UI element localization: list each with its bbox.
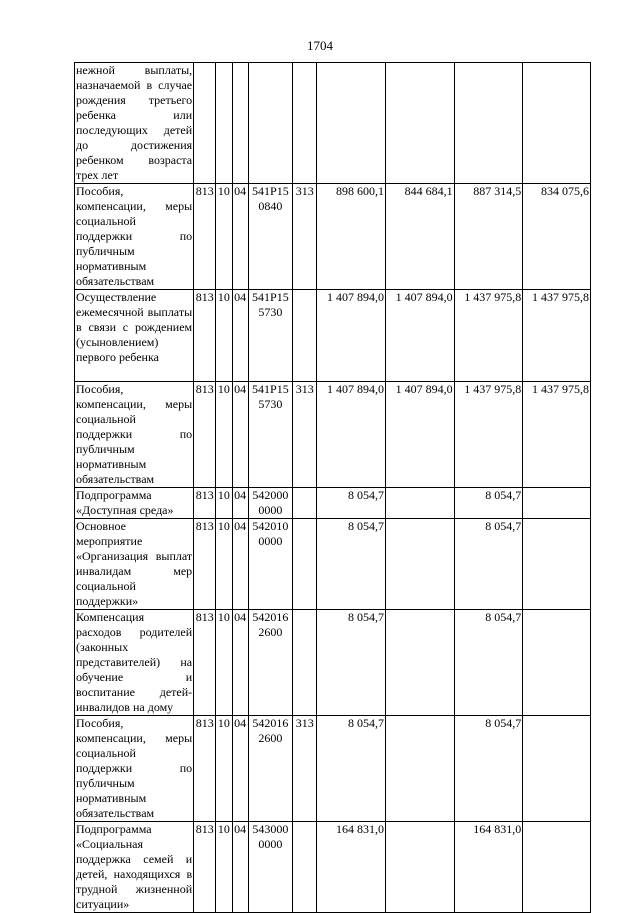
target-article-code: 541P15 5730 bbox=[248, 382, 292, 488]
amount-cell: 8 054,7 bbox=[454, 488, 523, 519]
amount-cell: 1 407 894,0 bbox=[385, 382, 454, 488]
section-code: 10 bbox=[216, 488, 232, 519]
expense-type-code bbox=[293, 63, 317, 184]
table-row bbox=[75, 822, 591, 913]
section-code: 10 bbox=[216, 382, 232, 488]
expense-type-code bbox=[293, 488, 317, 519]
table-row bbox=[75, 610, 591, 716]
ministry-code: 813 bbox=[194, 610, 216, 716]
expense-type-code bbox=[293, 610, 317, 716]
amount-cell bbox=[454, 63, 523, 184]
row-name: Пособия, компенсации, меры социальной поддержки по публичным нормативным обязательствам bbox=[76, 184, 193, 288]
amount-cell: 1 407 894,0 bbox=[317, 290, 386, 382]
budget-table bbox=[74, 62, 591, 913]
amount-cell bbox=[317, 63, 386, 184]
ministry-code: 813 bbox=[194, 519, 216, 610]
amount-cell bbox=[523, 822, 591, 913]
ministry-code: 813 bbox=[194, 716, 216, 822]
amount-cell: 887 314,5 bbox=[454, 184, 523, 290]
subsection-code: 04 bbox=[232, 716, 248, 822]
amount-cell: 1 437 975,8 bbox=[523, 290, 591, 382]
amount-cell: 834 075,6 bbox=[523, 184, 591, 290]
subsection-code: 04 bbox=[232, 382, 248, 488]
amount-cell: 164 831,0 bbox=[317, 822, 386, 913]
row-name: Основное мероприятие «Организация выплат инвалидам мер социальной поддержки» bbox=[76, 519, 193, 608]
page-number: 1704 bbox=[307, 38, 333, 53]
amount-cell bbox=[385, 610, 454, 716]
expense-type-code: 313 bbox=[293, 382, 317, 488]
amount-cell: 8 054,7 bbox=[317, 716, 386, 822]
amount-cell bbox=[385, 822, 454, 913]
amount-cell bbox=[385, 63, 454, 184]
target-article-code: 542016 2600 bbox=[248, 716, 292, 822]
row-name: Подпрограмма «Социальная поддержка семей и детей, находящихся в трудной жизненной ситуации» bbox=[76, 822, 193, 911]
table-row bbox=[75, 716, 591, 822]
subsection-code bbox=[232, 63, 248, 184]
subsection-code: 04 bbox=[232, 488, 248, 519]
amount-cell: 8 054,7 bbox=[317, 488, 386, 519]
amount-cell: 1 437 975,8 bbox=[523, 382, 591, 488]
target-article-code: 542010 0000 bbox=[248, 519, 292, 610]
amount-cell bbox=[523, 488, 591, 519]
amount-cell bbox=[385, 488, 454, 519]
target-article-code: 542000 0000 bbox=[248, 488, 292, 519]
expense-type-code bbox=[293, 822, 317, 913]
subsection-code: 04 bbox=[232, 610, 248, 716]
target-article-code: 541P15 0840 bbox=[248, 184, 292, 290]
ministry-code bbox=[194, 63, 216, 184]
amount-cell: 8 054,7 bbox=[317, 519, 386, 610]
section-code bbox=[216, 63, 232, 184]
target-article-code bbox=[248, 63, 292, 184]
amount-cell: 844 684,1 bbox=[385, 184, 454, 290]
amount-cell: 8 054,7 bbox=[454, 519, 523, 610]
amount-cell: 1 407 894,0 bbox=[317, 382, 386, 488]
row-name: нежной выплаты, назначаемой в случае рождения третьего ребенка или последующих детей до достижения ребенком возраста трех лет bbox=[76, 63, 193, 182]
row-name: Компенсация расходов родителей (законных представителей) на обучение и воспитание детей-инвалидов на дому bbox=[76, 610, 193, 714]
table-row bbox=[75, 488, 591, 519]
amount-cell bbox=[523, 610, 591, 716]
target-article-code: 541P15 5730 bbox=[248, 290, 292, 382]
section-code: 10 bbox=[216, 290, 232, 382]
amount-cell: 898 600,1 bbox=[317, 184, 386, 290]
amount-cell bbox=[385, 716, 454, 822]
amount-cell: 1 437 975,8 bbox=[454, 382, 523, 488]
ministry-code: 813 bbox=[194, 184, 216, 290]
subsection-code: 04 bbox=[232, 519, 248, 610]
subsection-code: 04 bbox=[232, 290, 248, 382]
amount-cell: 1 407 894,0 bbox=[385, 290, 454, 382]
amount-cell bbox=[523, 519, 591, 610]
table-row bbox=[75, 63, 591, 184]
row-name: Пособия, компенсации, меры социальной поддержки по публичным нормативным обязательствам bbox=[76, 382, 193, 486]
section-code: 10 bbox=[216, 610, 232, 716]
amount-cell bbox=[523, 716, 591, 822]
expense-type-code: 313 bbox=[293, 184, 317, 290]
ministry-code: 813 bbox=[194, 488, 216, 519]
subsection-code: 04 bbox=[232, 184, 248, 290]
row-name: Пособия, компенсации, меры социальной поддержки по публичным нормативным обязательствам bbox=[76, 716, 193, 820]
amount-cell: 8 054,7 bbox=[317, 610, 386, 716]
section-code: 10 bbox=[216, 716, 232, 822]
table-row bbox=[75, 519, 591, 610]
section-code: 10 bbox=[216, 184, 232, 290]
expense-type-code bbox=[293, 290, 317, 382]
row-name: Подпрограмма «Доступная среда» bbox=[75, 488, 194, 519]
amount-cell: 8 054,7 bbox=[454, 716, 523, 822]
section-code: 10 bbox=[216, 519, 232, 610]
ministry-code: 813 bbox=[194, 290, 216, 382]
table-row bbox=[75, 382, 591, 488]
table-row bbox=[75, 290, 591, 382]
target-article-code: 542016 2600 bbox=[248, 610, 292, 716]
amount-cell bbox=[523, 63, 591, 184]
ministry-code: 813 bbox=[194, 382, 216, 488]
expense-type-code bbox=[293, 519, 317, 610]
ministry-code: 813 bbox=[194, 822, 216, 913]
amount-cell: 164 831,0 bbox=[454, 822, 523, 913]
target-article-code: 543000 0000 bbox=[248, 822, 292, 913]
row-name: Осуществление ежемесячной выплаты в связи с рождением (усыновлением) первого ребенка bbox=[75, 290, 194, 382]
table-row bbox=[75, 184, 591, 290]
section-code: 10 bbox=[216, 822, 232, 913]
amount-cell: 1 437 975,8 bbox=[454, 290, 523, 382]
subsection-code: 04 bbox=[232, 822, 248, 913]
amount-cell bbox=[385, 519, 454, 610]
expense-type-code: 313 bbox=[293, 716, 317, 822]
amount-cell: 8 054,7 bbox=[454, 610, 523, 716]
